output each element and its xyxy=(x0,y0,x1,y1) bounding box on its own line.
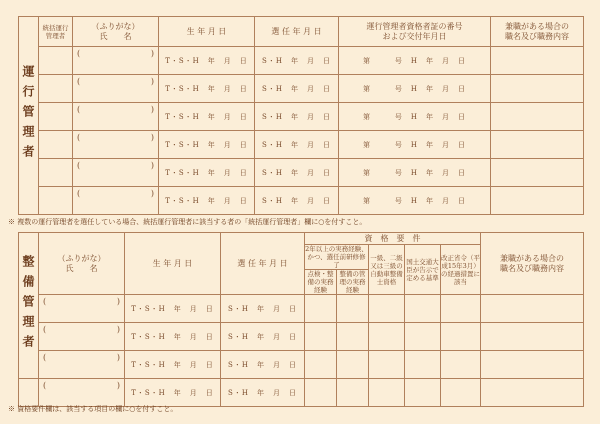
qual-cell[interactable] xyxy=(305,323,337,351)
supervisor-cell[interactable] xyxy=(39,75,73,103)
birth-date-cell[interactable]: T・S・H 年 月 日 xyxy=(159,103,255,131)
table-row xyxy=(19,47,584,75)
concurrent-cell[interactable] xyxy=(481,323,584,351)
header2-concurrent: 兼職がある場合の 職名及び職務内容 xyxy=(481,233,584,295)
qual-cell[interactable] xyxy=(441,351,481,379)
qual-cell[interactable] xyxy=(441,295,481,323)
qual-cell[interactable] xyxy=(337,379,369,407)
qual-cell[interactable] xyxy=(405,323,441,351)
appoint-date-cell[interactable]: S・H 年 月 日 xyxy=(255,131,339,159)
qual-cell[interactable] xyxy=(337,295,369,323)
name-cell[interactable]: ( ) xyxy=(73,47,159,75)
qual-cell[interactable] xyxy=(405,295,441,323)
name-cell[interactable]: ( ) xyxy=(39,295,125,323)
concurrent-cell[interactable] xyxy=(481,351,584,379)
appoint-date-cell[interactable]: S・H 年 月 日 xyxy=(255,75,339,103)
birth-date-cell[interactable]: T・S・H 年 月 日 xyxy=(159,159,255,187)
qual-cell[interactable] xyxy=(441,379,481,407)
table-row xyxy=(19,131,584,159)
qual-cell[interactable] xyxy=(369,323,405,351)
name-cell[interactable]: ( ) xyxy=(73,103,159,131)
supervisor-cell[interactable] xyxy=(39,103,73,131)
birth-date-cell[interactable]: T・S・H 年 月 日 xyxy=(159,47,255,75)
supervisor-cell[interactable] xyxy=(39,159,73,187)
header-cert: 運行管理者資格者証の番号 および交付年月日 xyxy=(339,17,491,47)
cert-cell[interactable]: 第 号 H 年 月 日 xyxy=(339,75,491,103)
name-cell[interactable]: ( ) xyxy=(73,159,159,187)
concurrent-cell[interactable] xyxy=(481,295,584,323)
name-cell[interactable]: ( ) xyxy=(73,75,159,103)
qual-cell[interactable] xyxy=(369,379,405,407)
note-operation-manager: ※ 複数の運行管理者を選任している場合、統括運行管理者に該当する者の「統括運行管理者」欄に○を付すこと。 xyxy=(8,218,367,226)
qual-cell[interactable] xyxy=(337,323,369,351)
supervisor-cell[interactable] xyxy=(39,131,73,159)
birth-date-cell[interactable]: T・S・H 年 月 日 xyxy=(159,75,255,103)
cert-cell[interactable]: 第 号 H 年 月 日 xyxy=(339,187,491,215)
header2-transitional: 改正省令（平成15年3月）の経過措置に該当 xyxy=(441,245,481,295)
qual-cell[interactable] xyxy=(369,295,405,323)
concurrent-cell[interactable] xyxy=(491,131,584,159)
concurrent-cell[interactable] xyxy=(491,75,584,103)
appoint-date-cell[interactable]: S・H 年 月 日 xyxy=(221,295,305,323)
concurrent-cell[interactable] xyxy=(491,187,584,215)
operation-manager-table xyxy=(18,16,584,215)
name-cell[interactable]: ( ) xyxy=(39,323,125,351)
header2-inspection-exp: 点検・整備の実務経験 xyxy=(305,270,337,295)
qual-cell[interactable] xyxy=(305,351,337,379)
name-cell[interactable]: ( ) xyxy=(73,131,159,159)
note-qualification: ※ 資格要件欄は、該当する項目の欄に○を付すこと。 xyxy=(8,405,178,413)
birth-date-cell[interactable]: T・S・H 年 月 日 xyxy=(125,379,221,407)
cert-cell[interactable]: 第 号 H 年 月 日 xyxy=(339,103,491,131)
header-supervisor: 統括運行 管理者 xyxy=(39,17,73,47)
section1-side-label: 運行管理者 xyxy=(19,17,39,215)
header2-management-exp: 整備の管理の実務経験 xyxy=(337,270,369,295)
qual-cell[interactable] xyxy=(405,351,441,379)
table-row xyxy=(19,75,584,103)
qual-cell[interactable] xyxy=(305,379,337,407)
birth-date-cell[interactable]: T・S・H 年 月 日 xyxy=(125,295,221,323)
table-row xyxy=(19,351,584,379)
appoint-date-cell[interactable]: S・H 年 月 日 xyxy=(221,323,305,351)
header-birth: 生 年 月 日 xyxy=(159,17,255,47)
concurrent-cell[interactable] xyxy=(491,159,584,187)
table-row xyxy=(19,295,584,323)
cert-cell[interactable]: 第 号 H 年 月 日 xyxy=(339,159,491,187)
appoint-date-cell[interactable]: S・H 年 月 日 xyxy=(255,47,339,75)
birth-date-cell[interactable]: T・S・H 年 月 日 xyxy=(125,351,221,379)
cert-cell[interactable]: 第 号 H 年 月 日 xyxy=(339,47,491,75)
name-cell[interactable]: ( ) xyxy=(73,187,159,215)
section2-side-label: 整備管理者 xyxy=(19,233,39,379)
table-row xyxy=(19,103,584,131)
header2-name: （ふりがな） 氏 名 xyxy=(39,233,125,295)
concurrent-cell[interactable] xyxy=(481,379,584,407)
appoint-date-cell[interactable]: S・H 年 月 日 xyxy=(255,103,339,131)
header-appointed: 選 任 年 月 日 xyxy=(255,17,339,47)
concurrent-cell[interactable] xyxy=(491,47,584,75)
qual-cell[interactable] xyxy=(305,295,337,323)
cert-cell[interactable]: 第 号 H 年 月 日 xyxy=(339,131,491,159)
appoint-date-cell[interactable]: S・H 年 月 日 xyxy=(255,187,339,215)
header2-experience: 2年以上の実務経験、かつ、選任前研修修了 xyxy=(305,245,368,269)
concurrent-cell[interactable] xyxy=(491,103,584,131)
birth-date-cell[interactable]: T・S・H 年 月 日 xyxy=(159,131,255,159)
table-row xyxy=(19,159,584,187)
header2-birth: 生 年 月 日 xyxy=(125,233,221,295)
header-name: （ふりがな） 氏 名 xyxy=(73,17,159,47)
birth-date-cell[interactable]: T・S・H 年 月 日 xyxy=(125,323,221,351)
qual-cell[interactable] xyxy=(337,351,369,379)
supervisor-cell[interactable] xyxy=(39,47,73,75)
qual-cell[interactable] xyxy=(405,379,441,407)
qual-cell[interactable] xyxy=(441,323,481,351)
table-row xyxy=(19,379,584,407)
header-concurrent: 兼職がある場合の 職名及び職務内容 xyxy=(491,17,584,47)
header2-mlit-standard: 国土交通大臣が告示で定める基準 xyxy=(405,245,441,295)
appoint-date-cell[interactable]: S・H 年 月 日 xyxy=(221,351,305,379)
header2-qualification: 資 格 要 件 xyxy=(305,233,481,245)
birth-date-cell[interactable]: T・S・H 年 月 日 xyxy=(159,187,255,215)
supervisor-cell[interactable] xyxy=(39,187,73,215)
header2-mechanic-license: 一級、二級又は三級の自動車整備士資格 xyxy=(369,245,405,295)
name-cell[interactable]: ( ) xyxy=(39,379,125,407)
table-row xyxy=(19,187,584,215)
table-row xyxy=(19,323,584,351)
qual-cell[interactable] xyxy=(369,351,405,379)
header2-appointed: 選 任 年 月 日 xyxy=(221,233,305,295)
maintenance-manager-table xyxy=(18,232,584,407)
appoint-date-cell[interactable]: S・H 年 月 日 xyxy=(221,379,305,407)
appoint-date-cell[interactable]: S・H 年 月 日 xyxy=(255,159,339,187)
name-cell[interactable]: ( ) xyxy=(39,351,125,379)
